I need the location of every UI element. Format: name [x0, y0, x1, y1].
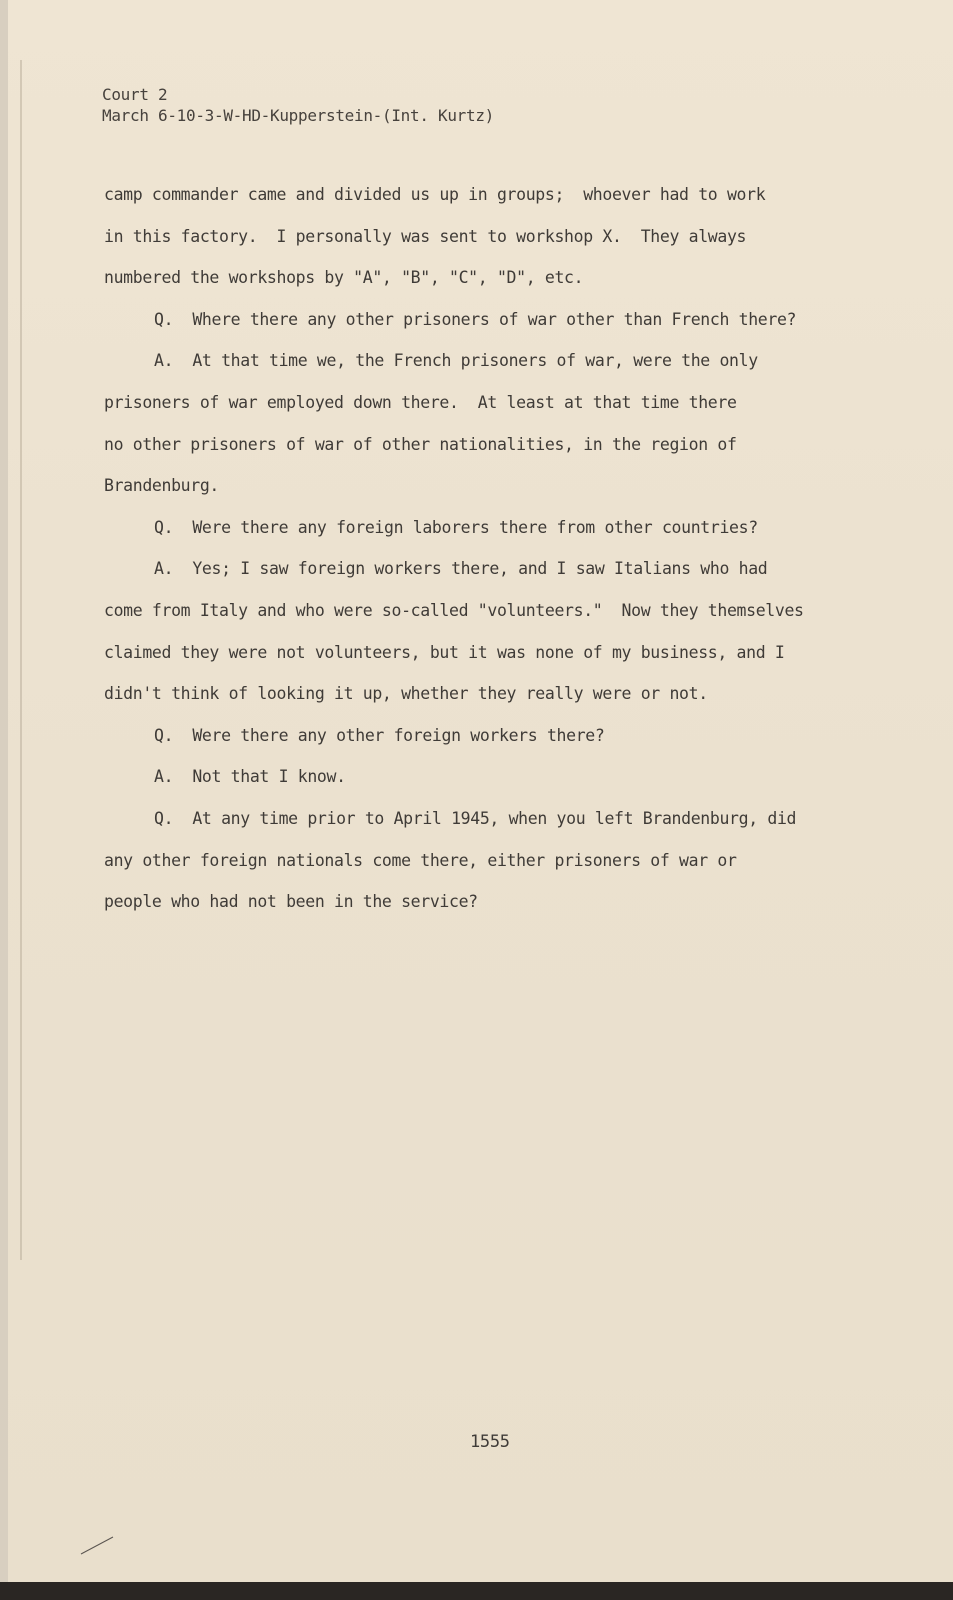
- scan-bottom-border: [0, 1582, 953, 1600]
- document-page: [8, 0, 953, 1582]
- transcript-line: in this factory. I personally was sent to workshop X. They always: [104, 226, 747, 246]
- transcript-line: camp commander came and divided us up in groups; whoever had to work: [104, 185, 766, 204]
- transcript-line: A. Yes; I saw foreign workers there, and I saw Italians who had: [154, 559, 768, 579]
- paper-edge-mark: [20, 60, 22, 1260]
- transcript-line: prisoners of war employed down there. At least at that time there: [104, 392, 737, 412]
- transcript-line: Brandenburg.: [104, 476, 220, 496]
- transcript-line: A. Not that I know.: [154, 767, 346, 787]
- pencil-mark: [80, 1535, 114, 1555]
- session-label: March 6-10-3-W-HD-Kupperstein-(Int. Kurtz): [102, 106, 494, 125]
- transcript-body: [104, 180, 884, 929]
- transcript-line: numbered the workshops by "A", "B", "C", "D", etc.: [104, 268, 584, 288]
- transcript-line: Q. Were there any foreign laborers there from other countries?: [154, 517, 758, 537]
- transcript-line: Q. Were there any other foreign workers there?: [154, 725, 605, 745]
- transcript-line: Q. Where there any other prisoners of war other than French there?: [154, 309, 797, 329]
- transcript-line: any other foreign nationals come there, either prisoners of war or: [104, 850, 737, 870]
- transcript-line: people who had not been in the service?: [104, 892, 478, 912]
- document-header: [102, 84, 494, 126]
- transcript-line: claimed they were not volunteers, but it was none of my business, and I: [104, 642, 785, 662]
- court-label: Court 2: [102, 85, 168, 104]
- scan-left-margin: [0, 0, 8, 1582]
- transcript-line: Q. At any time prior to April 1945, when you left Brandenburg, did: [154, 808, 797, 828]
- transcript-line: no other prisoners of war of other nationalities, in the region of: [104, 434, 737, 454]
- transcript-line: didn't think of looking it up, whether they really were or not.: [104, 684, 708, 704]
- page-number: 1555: [470, 1432, 510, 1452]
- transcript-line: come from Italy and who were so-called "volunteers." Now they themselves: [104, 600, 804, 620]
- transcript-line: A. At that time we, the French prisoners of war, were the only: [154, 351, 758, 371]
